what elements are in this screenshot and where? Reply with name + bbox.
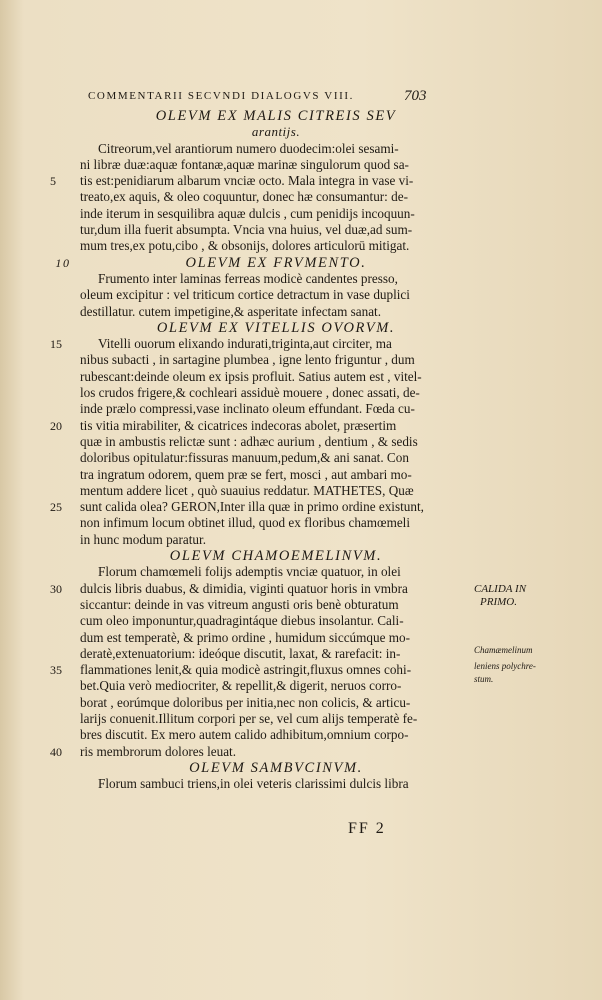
text-line [62, 287, 472, 303]
text-line [62, 157, 472, 173]
text-line [50, 336, 472, 352]
line-number: 30 [50, 581, 62, 596]
text-line [62, 597, 472, 613]
line-text: borat , eorúmque doloribus per initia,nec non colicis, & articu- [80, 694, 411, 710]
margin-note-chamaemelinum: Chamæmelinum [474, 645, 533, 655]
line-text: dum est temperatè, & primo ordine , humidum siccúmque mo- [80, 629, 410, 645]
line-text: arantijs. [251, 124, 301, 140]
line-text: treato,ex aquis, & oleo coquuntur, donec hæ consumantur: de- [80, 189, 408, 205]
body-text [50, 108, 472, 792]
line-text: nibus subacti , in sartagine plumbea , igne lento friguntur , dum [80, 352, 415, 368]
line-text: destillatur. cutem impetigine,& asperitate infectam sanat. [80, 303, 382, 319]
text-line [50, 580, 472, 597]
line-text: ni libræ duæ:aquæ fontanæ,aquæ marinæ singulorum quod sa- [80, 156, 409, 172]
line-number: 5 [50, 174, 56, 189]
section-heading [62, 124, 472, 140]
text-line [62, 206, 472, 222]
text-line [50, 499, 472, 515]
text-line [62, 189, 472, 205]
line-text: deratè,extenuatorium: ideóque discutit, laxat, & rarefacit: in- [80, 645, 401, 661]
line-number: 10 [55, 255, 71, 270]
section-heading [62, 760, 472, 776]
text-line [62, 141, 472, 157]
text-line [62, 776, 472, 792]
line-text: cum oleo imponuntur,quadragintáque diebus insolantur. Cali- [80, 613, 404, 629]
text-line [62, 222, 472, 238]
line-text: OLEVM CHAMOEMELINVM. [169, 548, 383, 565]
text-line [62, 238, 472, 254]
line-text: ris membrorum dolores leuat. [80, 743, 237, 759]
text-line [62, 467, 472, 483]
line-text: Florum sambuci triens,in olei veteris clarissimi dulcis libra [98, 776, 409, 792]
text-line [50, 173, 472, 189]
line-text: bres discutit. Ex mero autem calido adhibitum,omnium corpo- [80, 727, 409, 743]
margin-note-primo: PRIMO. [480, 596, 517, 608]
line-text: Frumento inter laminas ferreas modicè candentes presso, [98, 270, 398, 286]
text-line [62, 385, 472, 401]
line-text: tis est:penidiarum albarum vnciæ octo. Mala integra in vase vi- [80, 173, 414, 189]
text-line [50, 743, 472, 760]
line-text: doloribus opitulatur:fissuras manuum,pedum,& ani sanat. Con [80, 450, 409, 466]
text-line [62, 711, 472, 727]
text-line [62, 678, 472, 694]
line-text: OLEVM EX FRVMENTO. [185, 254, 367, 271]
text-line [62, 630, 472, 646]
line-text: tur,dum illa fuerit absumpta. Vncia vna huius, vel duæ,ad sum- [80, 222, 413, 238]
line-text: tis vitia mirabiliter, & cicatrices indecoras abolet, præsertim [80, 417, 397, 433]
line-text: oleum excipitur : vel triticum cortice detractum in vase duplici [80, 287, 410, 303]
line-text: in hunc modum paratur. [80, 531, 206, 547]
signature-mark: FF 2 [348, 820, 386, 837]
text-line [62, 515, 472, 531]
line-text: mum tres,ex potu,cibo , & obsonijs, dolores articulorū mitigat. [80, 238, 410, 254]
line-text: flammationes lenit,& quia modicè astringit,fluxus omnes cohi- [80, 662, 412, 678]
text-line [62, 450, 472, 466]
line-text: Vitelli ouorum elixando indurati,triginta,aut circiter, ma [98, 336, 392, 352]
line-text: los crudos frigere,& cochleari assiduè mouere , donec assati, de- [80, 385, 420, 401]
text-line [62, 352, 472, 368]
line-text: rubescant:deinde oleum ex ipsis profluit. Satius autem est , vitel- [80, 368, 422, 384]
line-text: OLEVM EX VITELLIS OVORVM. [156, 319, 396, 336]
text-line [62, 271, 472, 287]
line-text: OLEVM SAMBVCINVM. [189, 759, 363, 776]
text-line [62, 401, 472, 417]
text-line [50, 417, 472, 434]
section-heading [62, 320, 472, 336]
line-number: 40 [50, 744, 62, 759]
line-text: Citreorum,vel arantiorum numero duodecim:olei sesami- [98, 140, 399, 156]
text-line [62, 369, 472, 385]
line-text: siccantur: deinde in vas vitreum angusti oris benè obturatum [80, 596, 399, 612]
line-text: dulcis libris duabus, & dimidia, viginti quatuor horis in vmbra [80, 580, 408, 596]
line-text: inde prælo compressi,vase inclinato oleum effundant. Fœda cu- [80, 401, 415, 417]
line-text: bet.Quia verò mediocriter, & repellit,& digerit, neruos corro- [80, 678, 402, 694]
text-line [62, 646, 472, 662]
text-line [62, 727, 472, 743]
text-line [62, 304, 472, 320]
margin-note-leniens: leniens polychre- [474, 661, 536, 671]
section-heading [62, 108, 472, 124]
line-text: quæ in ambustis relictæ sunt : adhæc aurium , dentium , & sedis [80, 433, 418, 449]
page-number: 703 [404, 88, 427, 104]
line-text: non infimum locum obtinet illud, quod ex floribus chamœmeli [80, 515, 411, 531]
line-number: 25 [50, 500, 62, 515]
text-line [62, 434, 472, 450]
line-text: inde iterum in sesquilibra aquæ dulcis , cum penidijs incoquun- [80, 205, 415, 221]
line-number: 20 [50, 418, 62, 433]
line-text: mentum addere licet , quò suauius reddatur. MATHETES, Quæ [80, 482, 414, 498]
text-line [62, 532, 472, 548]
section-heading [62, 548, 472, 564]
line-number: 35 [50, 663, 62, 678]
line-text: sunt calida olea? GERON,Inter illa quæ in primo ordine existunt, [80, 499, 424, 515]
line-text: Florum chamœmeli folijs ademptis vnciæ quatuor, in olei [98, 564, 401, 580]
text-line [50, 662, 472, 678]
section-heading [55, 254, 472, 271]
line-text: larijs conuenit.Illitum corpori per se, vel cum alijs temperatè fe- [80, 710, 418, 726]
margin-note-calida: CALIDA IN [474, 583, 527, 595]
line-text: OLEVM EX MALIS CITREIS SEV [155, 108, 397, 124]
line-number: 15 [50, 337, 62, 352]
text-line [62, 613, 472, 629]
text-line [62, 564, 472, 580]
margin-note-stum: stum. [474, 674, 494, 684]
text-line [62, 695, 472, 711]
text-line [62, 483, 472, 499]
running-title: COMMENTARII SECVNDI DIALOGVS VIII. [88, 90, 354, 102]
line-text: tra ingratum odorem, quem præ se fert, mosci , aut ambari mo- [80, 466, 412, 482]
